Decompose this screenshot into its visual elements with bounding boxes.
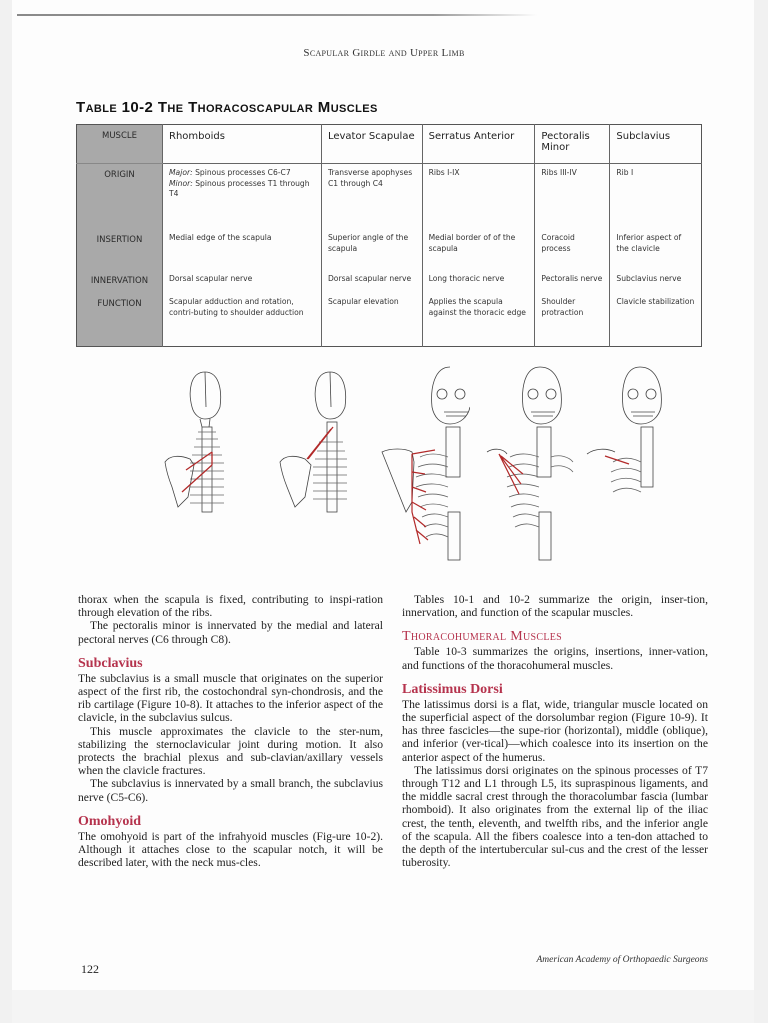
cell-levator-function: Scapular elevation xyxy=(321,293,422,347)
table-row-origin xyxy=(77,164,702,230)
rhomboids-figure xyxy=(160,367,240,517)
paragraph: The pectoralis minor is innervated by the medial and lateral pectoral nerves (C6 through C8). xyxy=(78,619,383,646)
cell-serratus-origin: Ribs I-IX xyxy=(422,164,535,230)
origin-major-label: Major: xyxy=(169,168,193,177)
section-heading-subclavius: Subclavius xyxy=(78,655,143,671)
cell-levator-insertion: Superior angle of the scapula xyxy=(321,229,422,270)
running-head: Scapular Girdle and Upper Limb xyxy=(303,47,465,59)
cell-subclavius-innervation: Subclavius nerve xyxy=(610,270,702,293)
row-header-origin: ORIGIN xyxy=(77,164,163,230)
top-rule xyxy=(17,14,537,16)
section-heading-thoracohumeral-muscles: Thoracohumeral Muscles xyxy=(402,629,563,645)
row-header-function: FUNCTION xyxy=(77,293,163,347)
cell-serratus-insertion: Medial border of of the scapula xyxy=(422,229,535,270)
section-heading-omohyoid: Omohyoid xyxy=(78,813,142,829)
subclavius-figure xyxy=(585,362,665,502)
cell-rhomboids-insertion: Medial edge of the scapula xyxy=(163,229,322,270)
paragraph: thorax when the scapula is fixed, contributing to inspi-ration through elevation of the ribs. xyxy=(78,593,383,620)
pectoralis-minor-figure xyxy=(485,362,575,562)
muscle-illustrations xyxy=(150,362,710,577)
serratus-anterior-figure xyxy=(380,362,470,562)
cell-rhomboids-origin xyxy=(163,164,322,230)
thoracoscapular-muscles-table xyxy=(76,124,702,347)
cell-pectoralis-origin: Ribs III-IV xyxy=(535,164,610,230)
col-header-levator-scapulae: Levator Scapulae xyxy=(321,125,422,164)
table-row-muscle xyxy=(77,125,702,164)
col-header-rhomboids: Rhomboids xyxy=(163,125,322,164)
cell-serratus-function: Applies the scapula against the thoracic edge xyxy=(422,293,535,347)
paragraph: This muscle approximates the clavicle to the ster-num, stabilizing the sternoclavicular joint during motion. It also protects the brachial plexus and sub-clavian/axillary vessels when the clavicle fractures. xyxy=(78,724,383,778)
publisher-credit: American Academy of Orthopaedic Surgeons xyxy=(536,955,708,965)
cell-serratus-innervation: Long thoracic nerve xyxy=(422,270,535,293)
cell-subclavius-origin: Rib I xyxy=(610,164,702,230)
row-header-muscle: MUSCLE xyxy=(77,125,163,164)
paragraph: The subclavius is innervated by a small branch, the subclavius nerve (C5-C6). xyxy=(78,777,383,804)
table-row-innervation xyxy=(77,270,702,293)
cell-levator-innervation: Dorsal scapular nerve xyxy=(321,270,422,293)
cell-pectoralis-function: Shoulder protraction xyxy=(535,293,610,347)
cell-subclavius-insertion: Inferior aspect of the clavicle xyxy=(610,229,702,270)
levator-scapulae-figure xyxy=(275,367,355,517)
cell-levator-origin: Transverse apophyses C1 through C4 xyxy=(321,164,422,230)
paragraph: Tables 10-1 and 10-2 summarize the origin, inser-tion, innervation, and function of the scapular muscles. xyxy=(402,593,708,620)
paragraph: The latissimus dorsi is a flat, wide, triangular muscle located on the superficial aspect of the dorsolumbar region (Figure 10-9). It has three fascicles—the supe-rior (horizontal), middle (oblique), and inferior (ver-tical)—which coalesce into its insertion on the anterior aspect of the humerus. xyxy=(402,697,708,764)
col-header-pectoralis-minor: Pectoralis Minor xyxy=(535,125,610,164)
paragraph: The latissimus dorsi originates on the spinous processes of T7 through T12 and L1 through L5, its supraspinous ligaments, and the middle sacral crest through the thoracolumbar fascia (lumbar rhomboid). It also originates from the external lip of the iliac crest, the tenth, eleventh, and twelfth ribs, and the inferior angle of the scapula. All the fibers coalesce into a ten-don attached to the depth of the intertubercular sul-cus and the crest of the lesser tuberosity. xyxy=(402,763,708,870)
page-bottom-margin xyxy=(12,990,754,1023)
col-header-serratus-anterior: Serratus Anterior xyxy=(422,125,535,164)
origin-minor-text: Spinous processes T1 through T4 xyxy=(169,178,310,198)
origin-minor-label: Minor: xyxy=(169,178,193,188)
table-title: Table 10-2 The Thoracoscapular Muscles xyxy=(76,99,378,116)
page-number: 122 xyxy=(81,962,99,976)
table-row-function xyxy=(77,293,702,347)
cell-pectoralis-insertion: Coracoid process xyxy=(535,229,610,270)
row-header-insertion: INSERTION xyxy=(77,229,163,270)
right-text-column xyxy=(402,593,708,869)
col-header-subclavius: Subclavius xyxy=(610,125,702,164)
left-text-column xyxy=(78,593,383,869)
cell-rhomboids-innervation: Dorsal scapular nerve xyxy=(163,270,322,293)
row-header-innervation: INNERVATION xyxy=(77,270,163,293)
paragraph: The subclavius is a small muscle that originates on the superior aspect of the first rib, the costochondral syn-chondrosis, and the rib cartilage (Figure 10-8). It attaches to the inferior aspect of the clavicle, in the subclavius sulcus. xyxy=(78,671,383,725)
section-heading-latissimus-dorsi: Latissimus Dorsi xyxy=(402,681,503,697)
cell-subclavius-function: Clavicle stabilization xyxy=(610,293,702,347)
table-row-insertion xyxy=(77,229,702,270)
origin-major-text: Spinous processes C6-C7 xyxy=(192,168,291,177)
paragraph: The omohyoid is part of the infrahyoid muscles (Fig-ure 10-2). Although it attaches close to the scapular notch, it will be described later, with the neck mus-cles. xyxy=(78,829,383,870)
paragraph: Table 10-3 summarizes the origins, insertions, inner-vation, and functions of the thoracohumeral muscles. xyxy=(402,645,708,672)
cell-rhomboids-function: Scapular adduction and rotation, contri-buting to shoulder adduction xyxy=(163,293,322,347)
cell-pectoralis-innervation: Pectoralis nerve xyxy=(535,270,610,293)
